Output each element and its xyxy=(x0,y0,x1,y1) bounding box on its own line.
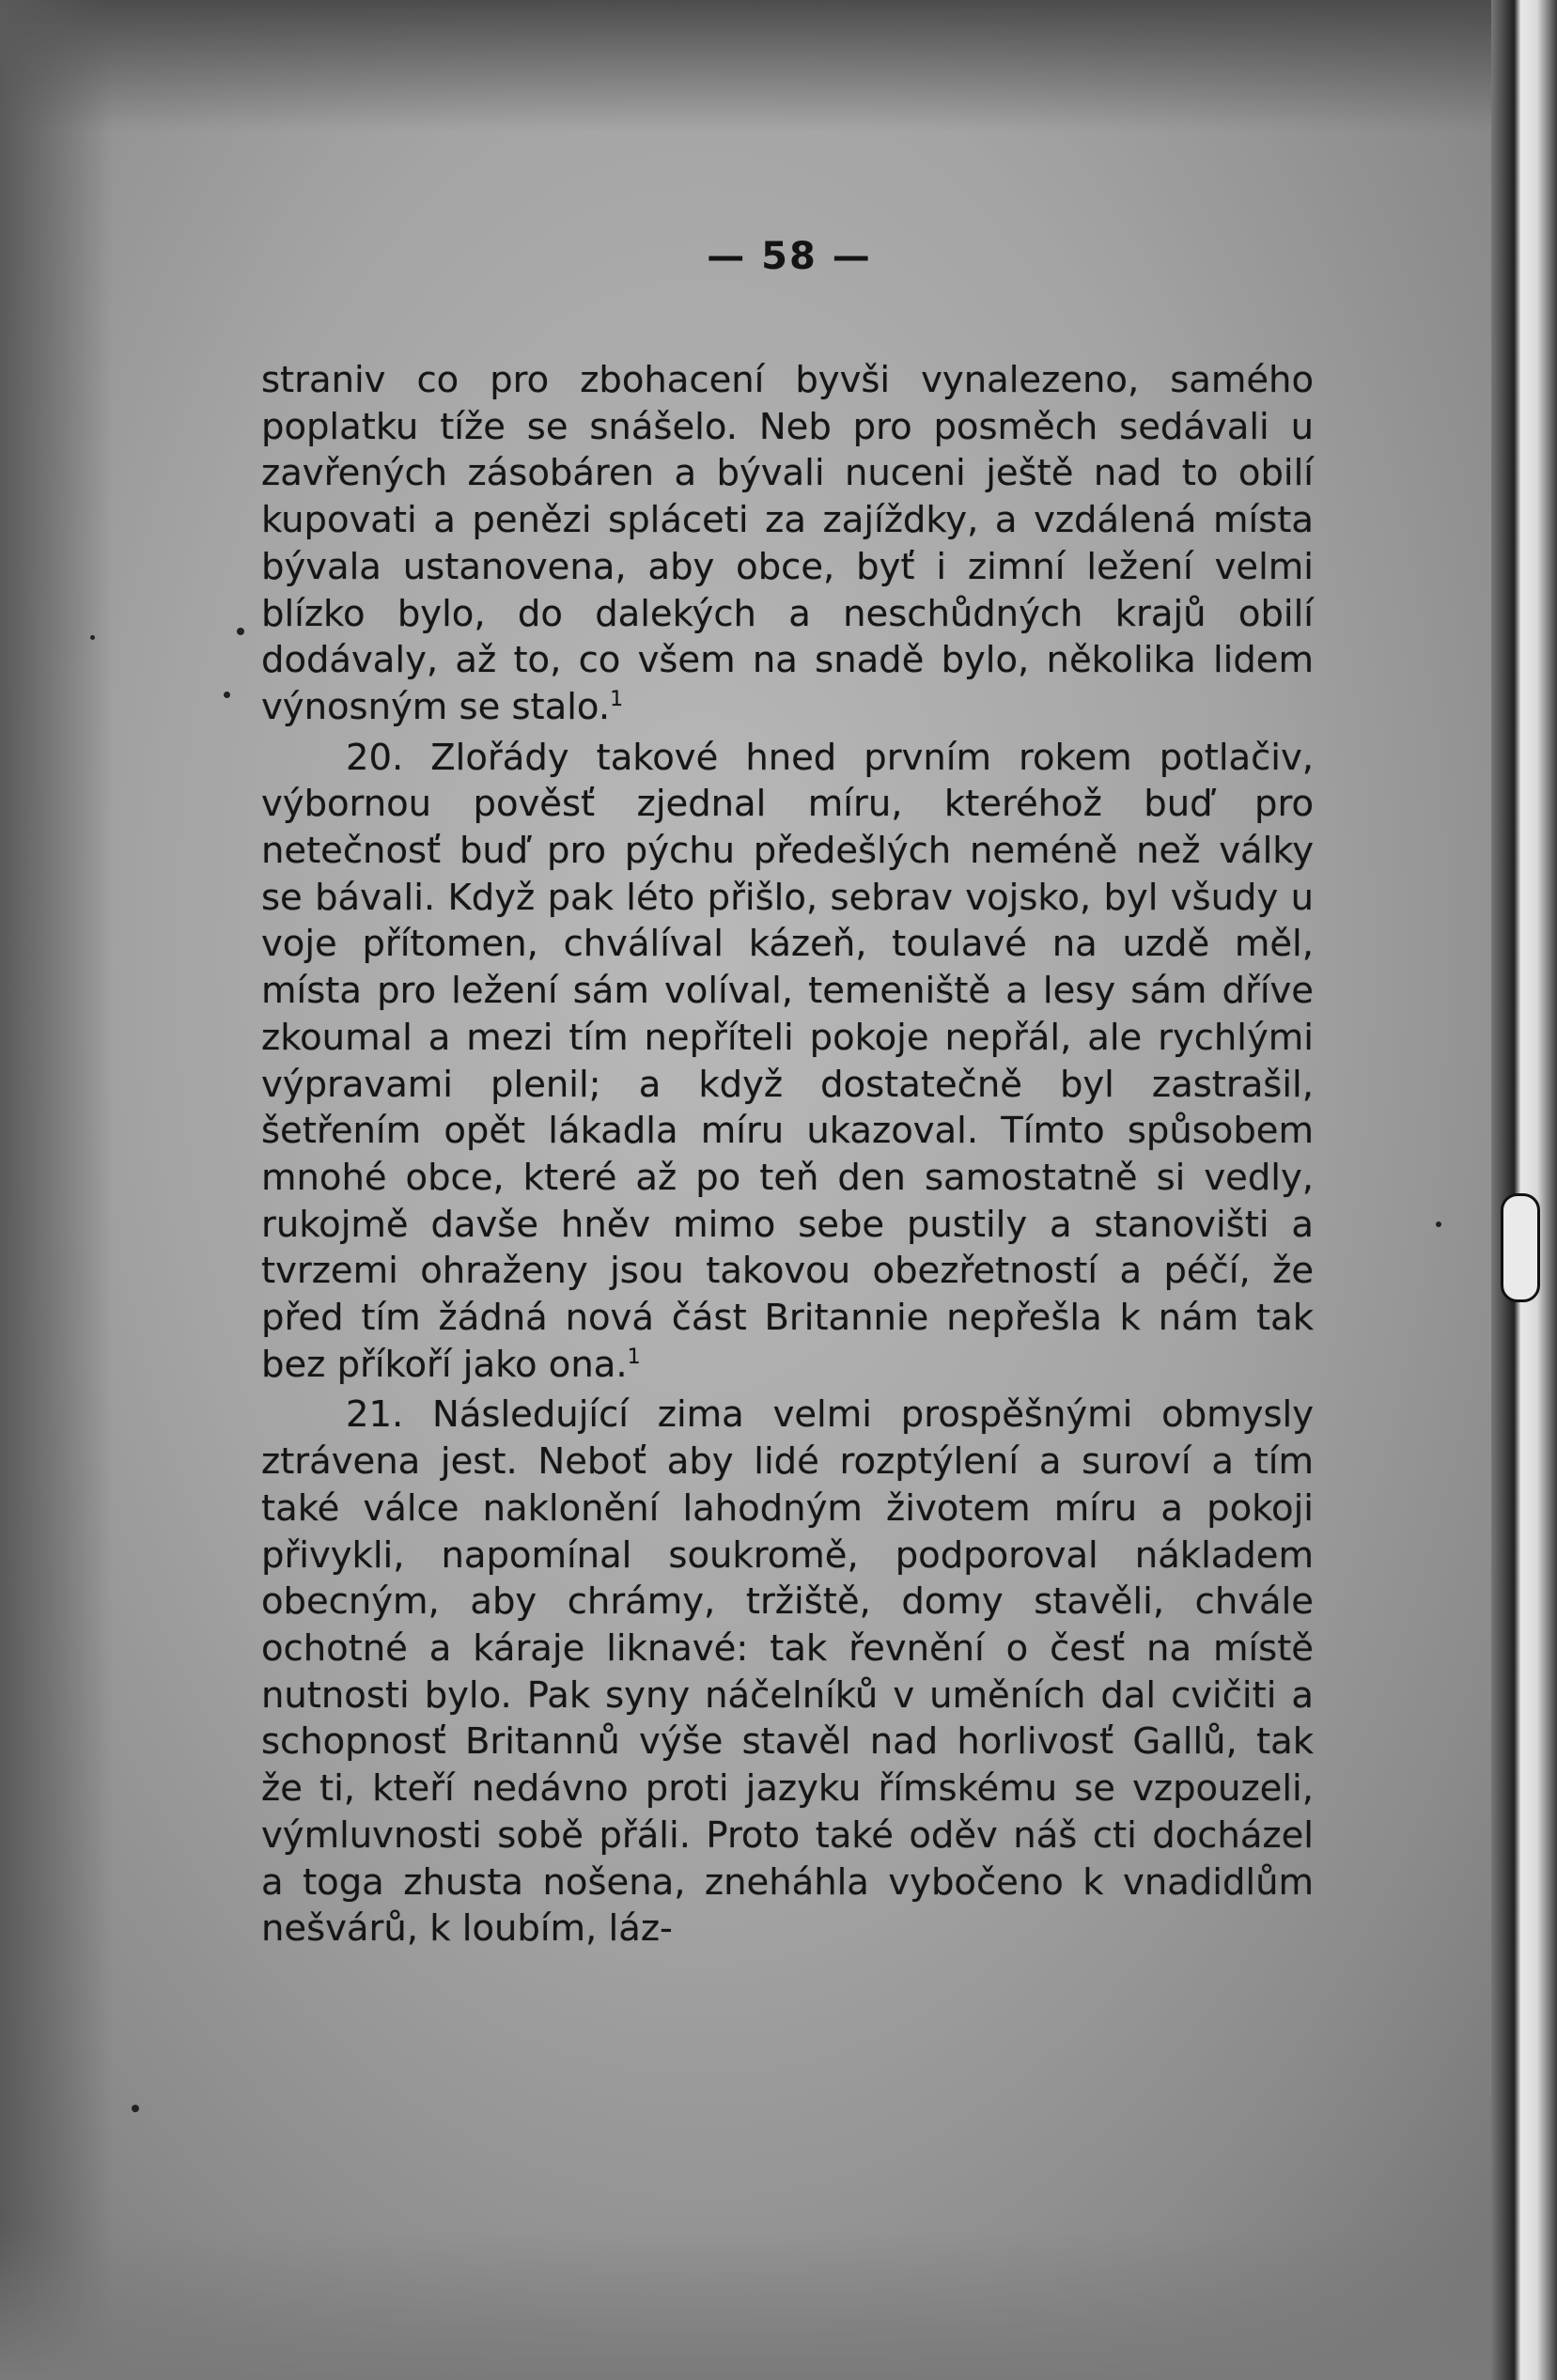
paragraph-3-text: 21. Následující zima velmi prospěšnými obmysly ztrávena jest. Neboť aby lidé rozptýlení a suroví a tím také válce naklonění lahodným životem míru a pokoji přivykli, napomínal soukromě, podporoval nákladem obecným, aby chrámy, tržiště, domy stavěli, chvále ochotné a káraje liknavé: tak řevnění o česť na místě nutnosti bylo. Pak syny náčelníků v uměních dal cvičiti a schopnosť Britannů výše stavěl nad horlivosť Gallů, tak že ti, kteří nedávno proti jazyku římskému se vzpouzeli, výmluvnosti sobě přáli. Proto také oděv náš cti docházel a toga zhusta nošena, zneháhla vybočeno k vnadidlům nešvárů, k loubím, láz- xyxy=(261,1393,1314,1951)
paragraph-2 xyxy=(261,735,1314,1389)
book-spine-edge xyxy=(1491,0,1557,2380)
speck xyxy=(132,2105,139,2112)
paragraph-2-text: 20. Zlořády takové hned prvním rokem potlačiv, výbornou pověsť zjednal míru, kteréhož buď pro netečnosť buď pro pýchu předešlých neméně než války se bávali. Když pak léto přišlo, sebrav vojsko, byl všudy u voje přítomen, chválíval kázeň, toulavé na uzdě měl, místa pro ležení sám volíval, temeniště a lesy sám dříve zkoumal a mezi tím nepříteli pokoje nepřál, ale rychlými výpravami plenil; a když dostatečně byl zastrašil, šetřením opět lákadla míru ukazoval. Tímto spůsobem mnohé obce, které až po teň den samostatně si vedly, rukojmě davše hněv mimo sebe pustily a stanovišti a tvrzemi ohraženy jsou takovou obezřetností a péčí, že před tím žádná nová část Britannie nepřešla k nám tak bez příkoří jako ona. xyxy=(261,736,1314,1386)
footnote-marker: 1 xyxy=(610,688,624,712)
body-text xyxy=(261,357,1314,1956)
spine-clip-mark xyxy=(1501,1193,1540,1302)
page-number: — 58 — xyxy=(707,235,872,278)
page-shadow-top xyxy=(0,0,1557,132)
speck xyxy=(224,692,230,698)
paragraph-1-text: straniv co pro zbohacení byvši vynalezeno, samého poplatku tíže se snášelo. Neb pro posměch sedávali u zavřených zásobáren a bývali nuceni ještě nad to obilí kupovati a penězi spláceti za zajíždky, a vzdálená místa bývala ustanovena, aby obce, byť i zimní ležení velmi blízko bylo, do dalekých a neschůdných krajů obilí dodávaly, až to, co všem na snadě bylo, několika lidem výnosným se stalo. xyxy=(261,359,1314,728)
speck xyxy=(1436,1221,1441,1227)
speck xyxy=(90,635,95,640)
footnote-marker: 1 xyxy=(627,1345,641,1369)
paragraph-1 xyxy=(261,357,1314,731)
speck xyxy=(237,628,244,635)
page-shadow-left xyxy=(0,0,113,2380)
page-shadow-bottom xyxy=(0,2230,1557,2380)
paragraph-3 xyxy=(261,1392,1314,1952)
